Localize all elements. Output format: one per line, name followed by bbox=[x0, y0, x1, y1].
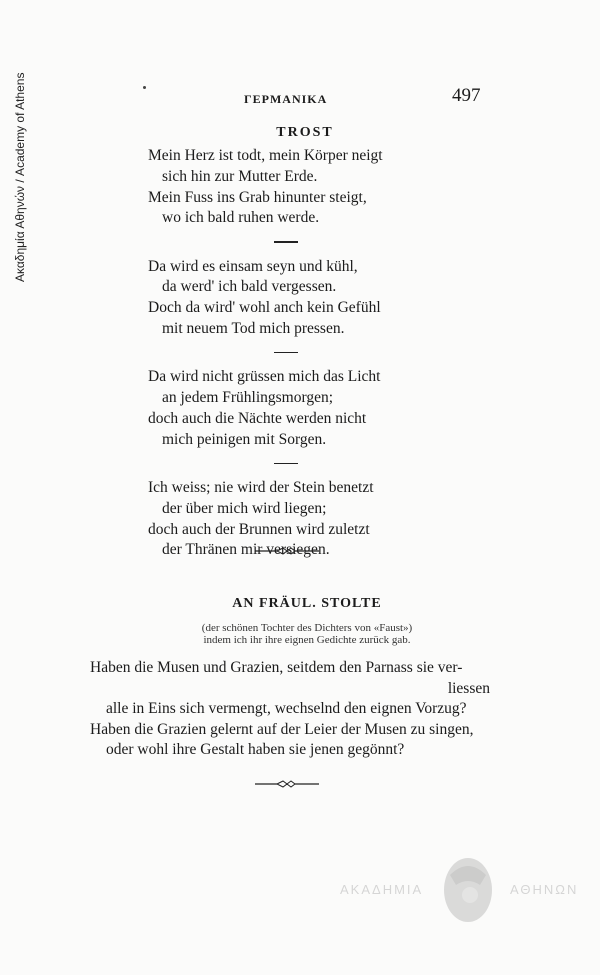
poem-title: AN FRÄUL. STOLTE bbox=[232, 596, 382, 611]
verse-line: Mein Fuss ins Grab hinunter steigt, bbox=[148, 188, 367, 206]
verse-line: Haben die Musen und Grazien, seitdem den Parnass sie ver- bbox=[90, 659, 463, 676]
speck bbox=[143, 86, 146, 89]
stanza bbox=[148, 146, 448, 229]
verse-line: an jedem Frühlingsmorgen; bbox=[162, 389, 334, 407]
verse-line: wo ich bald ruhen werde. bbox=[162, 209, 320, 227]
verse-line: Mein Herz ist todt, mein Körper neigt bbox=[148, 147, 383, 164]
stanza-separator bbox=[274, 463, 298, 465]
verse-line: der Thränen mir versiegen. bbox=[162, 541, 330, 559]
watermark-text: ΑΚΑΔΗΜΙΑ bbox=[340, 882, 424, 897]
verse-line: der über mich wird liegen; bbox=[162, 499, 327, 517]
ornament-divider bbox=[255, 545, 319, 557]
ornament-divider bbox=[255, 778, 319, 790]
stanza-separator bbox=[274, 352, 298, 354]
watermark-text: ΑΘΗΝΩΝ bbox=[510, 882, 579, 897]
stanza bbox=[148, 257, 448, 340]
verse-line: Da wird nicht grüssen mich das Licht bbox=[148, 368, 381, 386]
verse-line: sich hin zur Mutter Erde. bbox=[162, 167, 318, 185]
verse-line: alle in Eins sich vermengt, wechselnd den eignen Vorzug? bbox=[106, 700, 467, 717]
verse-line: mich peinigen mit Sorgen. bbox=[162, 430, 327, 448]
academy-watermark bbox=[340, 855, 580, 925]
verse-line: da werd' ich bald vergessen. bbox=[162, 278, 337, 296]
distich-body bbox=[90, 658, 520, 761]
dedication-line: indem ich ihr ihre eignen Gedichte zurück gab. bbox=[203, 634, 411, 646]
side-credit: Ακαδημία Αθηνών / Academy of Athens bbox=[13, 72, 27, 282]
verse-line-continuation: liessen bbox=[447, 679, 490, 697]
verse-line: Doch da wird' wohl anch kein Gefühl bbox=[148, 299, 381, 317]
verse-line: oder wohl ihre Gestalt haben sie jenen gegönnt? bbox=[106, 741, 405, 758]
poem-body bbox=[148, 146, 448, 561]
stanza bbox=[148, 367, 448, 450]
verse-line: mit neuem Tod mich pressen. bbox=[162, 320, 345, 338]
page-number: 497 bbox=[452, 85, 481, 106]
stanza-separator bbox=[274, 241, 298, 243]
verse-line: Haben die Grazien gelernt auf der Leier der Musen zu singen, bbox=[90, 720, 474, 738]
verse-line: doch auch der Brunnen wird zuletzt bbox=[148, 520, 370, 538]
poem-title: TROST bbox=[276, 125, 334, 140]
verse-line: doch auch die Nächte werden nicht bbox=[148, 409, 367, 427]
verse-line: Ich weiss; nie wird der Stein benetzt bbox=[148, 479, 374, 497]
verse-line: Da wird es einsam seyn und kühl, bbox=[148, 257, 358, 275]
dedication-line: (der schönen Tochter des Dichters von «Faust») bbox=[201, 622, 413, 634]
athena-head-icon bbox=[440, 855, 496, 925]
running-head: ΓΕΡΜΑΝΙΚΑ bbox=[244, 92, 328, 106]
